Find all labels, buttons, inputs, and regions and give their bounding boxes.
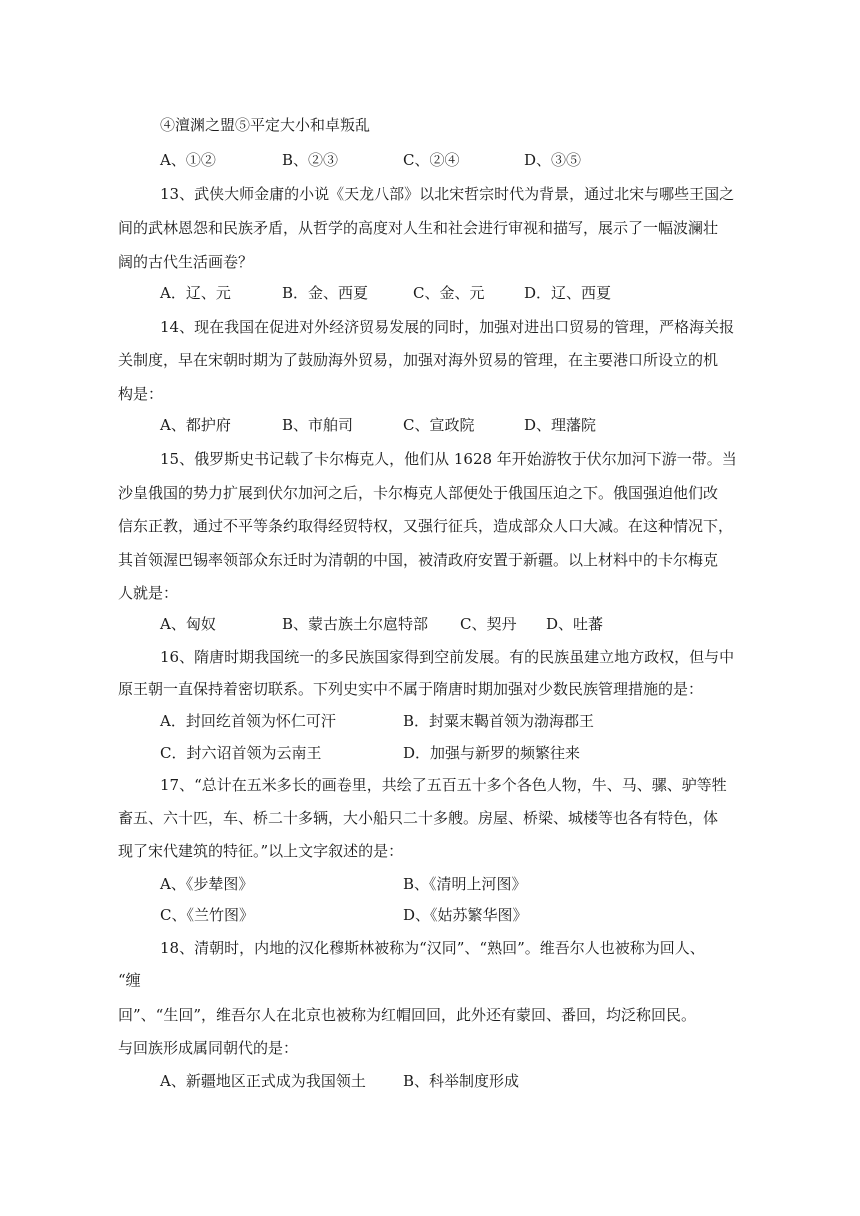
q16-option-d: D．加强与新罗的频繁往来 [403,744,581,762]
q16-line-1: 16、隋唐时期我国统一的多民族国家得到空前发展。有的民族虽建立地方政权，但与中 [160,648,735,666]
q14-option-c: C、宣政院 [403,416,475,434]
q17-option-a: A、《步辇图》 [160,875,254,893]
q15-line-4: 其首领渥巴锡率领部众东迁时为清朝的中国，被清政府安置于新疆。以上材料中的卡尔梅克 [118,551,719,569]
q12-option-a: A、①② [160,151,216,169]
q13-option-b: B．金、西夏 [282,284,369,302]
q14-option-b: B、市舶司 [282,416,354,434]
q14-line-3: 构是： [118,385,164,403]
q18-option-b: B、科举制度形成 [403,1072,520,1090]
q17-option-c: C、《兰竹图》 [160,906,254,924]
q17-option-b: B、《清明上河图》 [403,875,527,893]
q18-line-3: 回”、“生回”，维吾尔人在北京也被称为红帽回回，此外还有蒙回、番回，均泛称回民。 [118,1006,697,1024]
q17-line-2: 畜五、六十匹，车、桥二十多辆，大小船只二十多艘。房屋、桥梁、城楼等也各有特色，体 [118,809,719,827]
q12-option-c: C、②④ [403,151,460,169]
q13-option-d: D．辽、西夏 [524,284,612,302]
q16-option-c: C．封六诏首领为云南王 [160,744,322,762]
q15-option-d: D、吐蕃 [546,615,604,633]
q14-option-d: D、理藩院 [524,416,597,434]
q15-option-c: C、契丹 [460,615,517,633]
q13-option-a: A．辽、元 [160,284,231,302]
q15-line-1: 15、俄罗斯史书记载了卡尔梅克人，他们从 1628 年开始游牧于伏尔加河下游一带。当 [160,450,737,468]
q15-option-a: A、匈奴 [160,615,216,633]
q14-line-1: 14、现在我国在促进对外经济贸易发展的同时，加强对进出口贸易的管理，严格海关报 [160,318,735,336]
q15-line-3: 信东正教，通过不平等条约取得经贸特权，又强行征兵，造成部众人口大减。在这种情况下， [118,517,734,535]
q16-option-b: B．封粟末鞨首领为渤海郡王 [403,712,595,730]
q17-line-1: 17、“总计在五米多长的画卷里，共绘了五百五十多个各色人物，牛、马、骡、驴等牲 [160,776,727,794]
q15-option-b: B、蒙古族土尔扈特部 [282,615,429,633]
q18-line-2: “缠 [118,971,141,989]
q18-option-a: A、新疆地区正式成为我国领土 [160,1072,366,1090]
q13-line-1: 13、武侠大师金庸的小说《天龙八部》以北宋哲宗时代为背景，通过北宋与哪些王国之 [160,185,735,203]
q16-option-a: A．封回纥首领为怀仁可汗 [160,712,336,730]
q14-line-2: 关制度，早在宋朝时期为了鼓励海外贸易，加强对海外贸易的管理，在主要港口所设立的机 [118,351,719,369]
q15-line-2: 沙皇俄国的势力扩展到伏尔加河之后，卡尔梅克人部便处于俄国压迫之下。俄国强迫他们改 [118,484,719,502]
q13-line-2: 间的武林恩怨和民族矛盾，从哲学的高度对人生和社会进行审视和描写，展示了一幅波澜壮 [118,219,719,237]
q17-line-3: 现了宋代建筑的特征。”以上文字叙述的是： [118,842,404,860]
q14-option-a: A、都护府 [160,416,231,434]
q18-line-1: 18、清朝时，内地的汉化穆斯林被称为“汉同”、“熟回”。维吾尔人也被称为回人、 [160,939,705,957]
q17-option-d: D、《姑苏繁华图》 [403,906,528,924]
q13-option-c: C、金、元 [413,284,485,302]
q18-line-4: 与回族形成属同朝代的是： [118,1039,299,1057]
q15-line-5: 人就是： [118,584,179,602]
q13-line-3: 阔的古代生活画卷？ [118,253,254,271]
q12-option-d: D、③⑤ [524,151,582,169]
q12-continuation: ④澶渊之盟⑤平定大小和卓叛乱 [160,116,371,134]
q16-line-2: 原王朝一直保持着密切联系。下列史实中不属于隋唐时期加强对少数民族管理措施的是： [118,680,704,698]
q12-option-b: B、②③ [282,151,339,169]
